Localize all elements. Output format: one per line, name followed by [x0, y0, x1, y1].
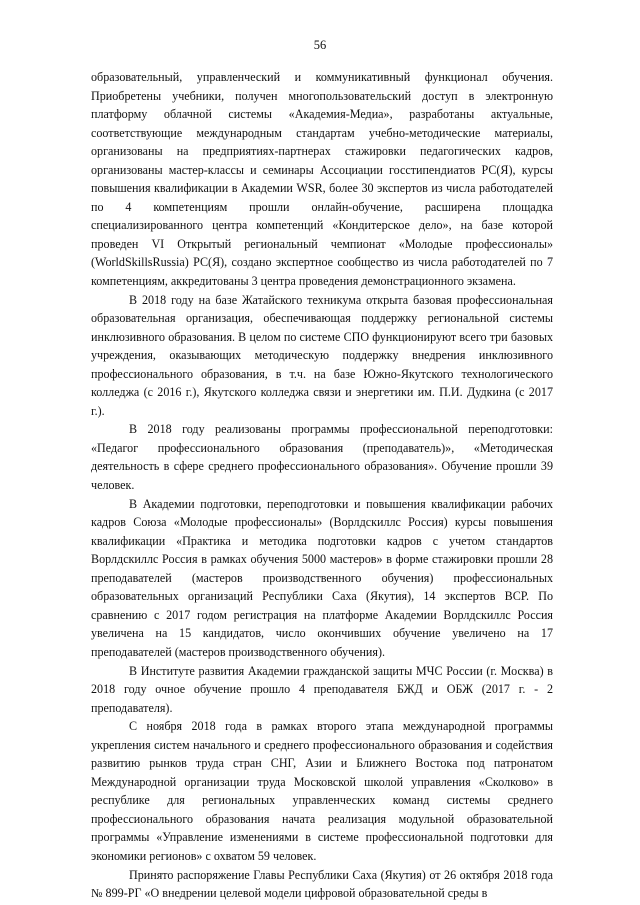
paragraph-continuation: образовательный, управленческий и коммуникативный функционал обучения. Приобретены учебники, получен многопользовательский доступ в электронную платформу облачной системы «Академия-Медиа», разработаны актуальные, соответствующие международным стандартам учебно-методические материалы, организованы на предприятиях-партнерах стажировки педагогических кадров, организованы мастер-классы и семинары Ассоциации госстипендиатов РС(Я), курсы повышения квалификации в Академии WSR, более 30 экспертов из числа работодателей по 4 компетенциям прошли онлайн-обучение, расширена площадка специализированного центра компетенций «Кондитерское дело», на базе которой проведен VI Открытый региональный чемпионат «Молодые профессионалы» (WorldSkillsRussia) РС(Я), создано экспертное сообщество из числа работодателей по 7 компетенциям, аккредитованы 3 центра проведения демонстрационного экзамена.: [91, 70, 553, 289]
paragraph-worldskills-academy: В Академии подготовки, переподготовки и повышения квалификации рабочих кадров Союза «Молодые профессионалы» (Ворлдскиллс Россия) курсы повышения квалификации «Практика и методика подготовки кадров с учетом стандартов Ворлдскиллс Россия в рамках обучения 5000 мастеров» в форме стажировки прошли 28 преподавателей (мастеров производственного обучения) профессиональных образовательных организаций Республики Саха (Якутия), 14 экспертов ВСР. По сравнению с 2017 годом регистрация на платформе Академии Ворлдскиллс Россия увеличена на 15 кандидатов, число окончивших обучение увеличено на 17 преподавателей (мастеров производственного обучения).: [91, 496, 553, 659]
paragraph-digital-environment: Принято распоряжение Главы Республики Саха (Якутия) от 26 октября 2018 года № 899-РГ «О внедрении целевой модели цифровой образовательной среды в: [91, 867, 553, 901]
paragraph-zhatai-inclusive: В 2018 году на базе Жатайского техникума открыта базовая профессиональная образовательная организация, обеспечивающая поддержку региональной системы инклюзивного образования. В целом по системе СПО функционируют всего три базовых учреждения, оказывающих методическую поддержку внедрения инклюзивного профессионального образования, в т.ч. на базе Южно-Якутского технологического колледжа (с 2016 г.), Якутского колледжа связи и энергетики им. П.И. Дудкина (с 2017 г.).: [91, 292, 553, 418]
paragraph-mchs-institute: В Институте развития Академии гражданской защиты МЧС России (г. Москва) в 2018 году очное обучение прошло 4 преподавателя БЖД и ОБЖ (2017 г. - 2 преподавателя).: [91, 663, 553, 715]
page-number: 56: [313, 38, 327, 52]
paragraph-skolkovo-program: С ноября 2018 года в рамках второго этапа международной программы укрепления систем начального и среднего профессионального образования и содействия развитию рынков труда стран СНГ, Азии и Ближнего Востока под патронатом Международной организации труда Московской школой управления «Сколково» в республике для региональных управленческих команд системы среднего профессионального образования начата реализация модульной образовательной программы «Управление изменениями в системе профессиональной подготовки для экономики регионов» с охватом 59 человек.: [91, 719, 553, 863]
body-text: [91, 68, 553, 903]
paragraph-retraining-programs: В 2018 году реализованы программы профессиональной переподготовки: «Педагог профессионального образования (преподаватель)», «Методическая деятельность в сфере среднего профессионального образования». Обучение прошли 39 человек.: [91, 422, 553, 493]
